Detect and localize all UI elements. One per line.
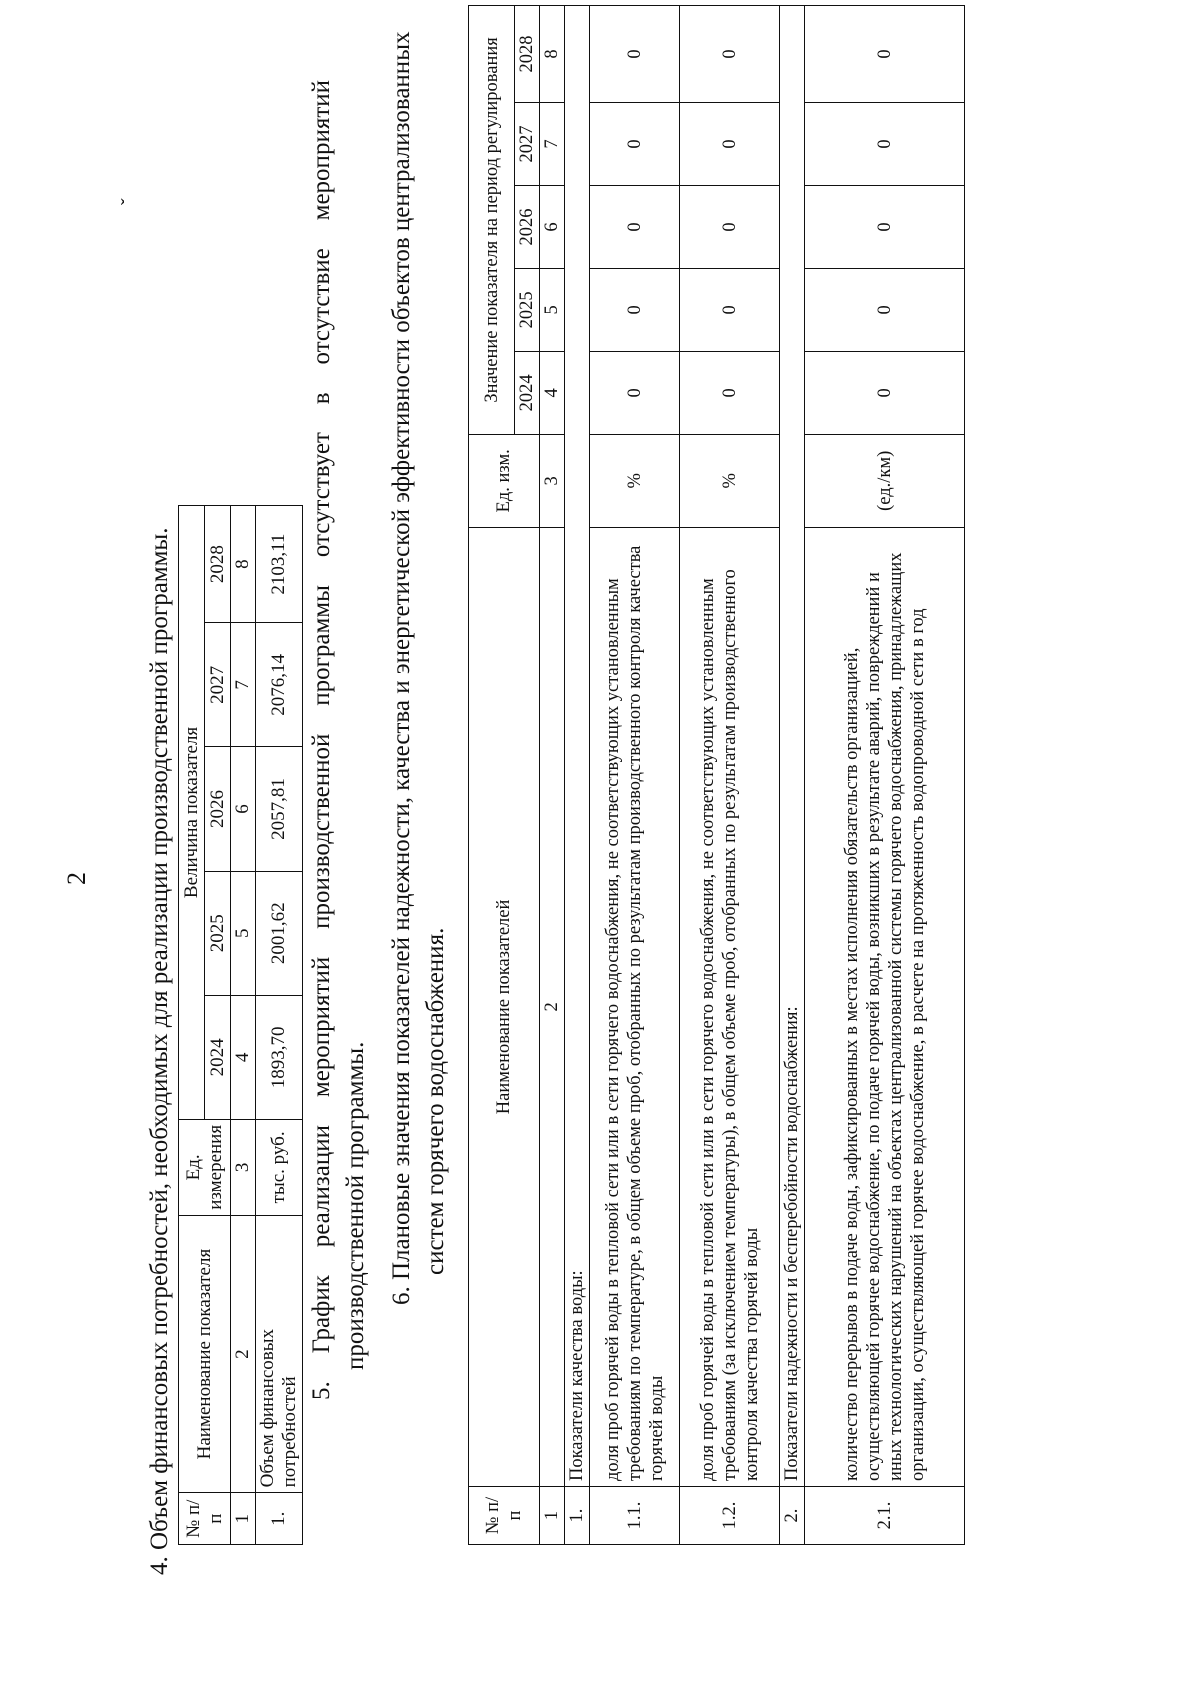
value-cell: 0 [590,268,680,351]
row-num: 1. [256,1493,303,1545]
col-num: 4 [540,351,565,434]
col-num: 7 [231,623,256,747]
row-unit: % [680,434,780,527]
table-row [256,506,303,1545]
year-cell: 2028 [205,506,231,623]
col-num: 1 [540,1487,565,1545]
header-unit: Ед. измерения [179,1119,231,1215]
value-cell: 0 [590,103,680,186]
col-num: 6 [540,185,565,268]
row-num: 1.1. [590,1487,680,1545]
col-num: 8 [540,6,565,103]
indicators-table [468,5,965,1545]
year-cell: 2025 [515,268,540,351]
col-num: 8 [231,506,256,623]
value-cell: 0 [680,351,780,434]
col-num: 7 [540,103,565,186]
row-unit: (ед./км) [805,434,965,527]
year-cell: 2025 [205,871,231,995]
section4-heading: 4. Объем финансовых потребностей, необходимых для реализации производственной программы. [146,527,173,1575]
table-row [680,6,780,1545]
header-num: № п/п [469,1487,540,1545]
col-num: 3 [231,1119,256,1215]
year-cell: 2028 [515,6,540,103]
year-cell: 2024 [515,351,540,434]
header-value: Значение показателя на период регулирования [469,6,515,435]
row-name: Объем финансовых потребностей [256,1215,303,1493]
col-num: 1 [231,1493,256,1545]
group-name: Показатели надежности и бесперебойности водоснабжения: [780,6,805,1487]
row-num: 1.2. [680,1487,780,1545]
value-cell: 0 [680,268,780,351]
value-cell: 0 [590,185,680,268]
col-num: 5 [231,871,256,995]
row-name: доля проб горячей воды в тепловой сети или в сети горячего водоснабжения, не соответствующих установленным требованиям по температуре, в общем объеме проб, отобранных по результатам производственного контроля качества горячей воды [590,527,680,1486]
value-cell: 0 [805,185,965,268]
page-number: 2 [62,872,91,885]
value-cell: 2001,62 [256,871,303,995]
year-cell: 2027 [515,103,540,186]
group-row [780,6,805,1545]
year-cell: 2026 [205,747,231,871]
table-row [805,6,965,1545]
header-value: Величина показателя [179,506,205,1120]
value-cell: 2076,14 [256,623,303,747]
col-num: 6 [231,747,256,871]
header-name: Наименование показателей [469,527,540,1486]
value-cell: 0 [805,6,965,103]
group-row [565,6,590,1545]
value-cell: 0 [805,103,965,186]
header-num: № п/п [179,1493,231,1545]
year-cell: 2024 [205,995,231,1119]
row-name: доля проб горячей воды в тепловой сети или в сети горячего водоснабжения, не соответствующих установленным требованиям (за исключением температуры), в общем объеме проб, отобранных по результатам производственного контроля качества горячей воды [680,527,780,1486]
value-cell: 0 [590,6,680,103]
row-unit: % [590,434,680,527]
value-cell: 0 [805,268,965,351]
col-num: 3 [540,434,565,527]
financial-needs-table [178,505,303,1545]
row-num: 2. [780,1487,805,1545]
value-cell: 2057,81 [256,747,303,871]
corner-mark: ˇ [118,198,140,205]
row-unit: тыс. руб. [256,1119,303,1215]
group-name: Показатели качества воды: [565,6,590,1487]
value-cell: 0 [805,351,965,434]
value-cell: 0 [680,6,780,103]
table-row [590,6,680,1545]
value-cell: 2103,11 [256,506,303,623]
header-name: Наименование показателя [179,1215,231,1493]
col-num: 2 [540,527,565,1486]
value-cell: 1893,70 [256,995,303,1119]
row-num: 1. [565,1487,590,1545]
col-num: 5 [540,268,565,351]
section6-heading: 6. Плановые значения показателей надежности, качества и энергетической эффективности объектов централизованных систем горячего водоснабжения. [388,31,449,1305]
year-cell: 2026 [515,185,540,268]
col-num: 2 [231,1215,256,1493]
year-cell: 2027 [205,623,231,747]
value-cell: 0 [680,103,780,186]
section5-text: 5. График реализации мероприятий производственной программы отсутствует в отсутствие мероприятий производственной программы. [308,80,369,1400]
row-name: количество перерывов в подаче воды, зафиксированных в местах исполнения обязательств организацией, осуществляющей горячее водоснабжение, по подаче горячей воды, возникших в результате аварий, повреждений и иных технологических нарушений на объектах централизованной системы горячего водоснабжения, принадлежащих организации, осуществляющей горячее водоснабжение, в расчете на протяженность водопроводной сети в год [805,527,965,1486]
header-unit: Ед. изм. [469,434,540,527]
value-cell: 0 [680,185,780,268]
col-num: 4 [231,995,256,1119]
row-num: 2.1. [805,1487,965,1545]
value-cell: 0 [590,351,680,434]
